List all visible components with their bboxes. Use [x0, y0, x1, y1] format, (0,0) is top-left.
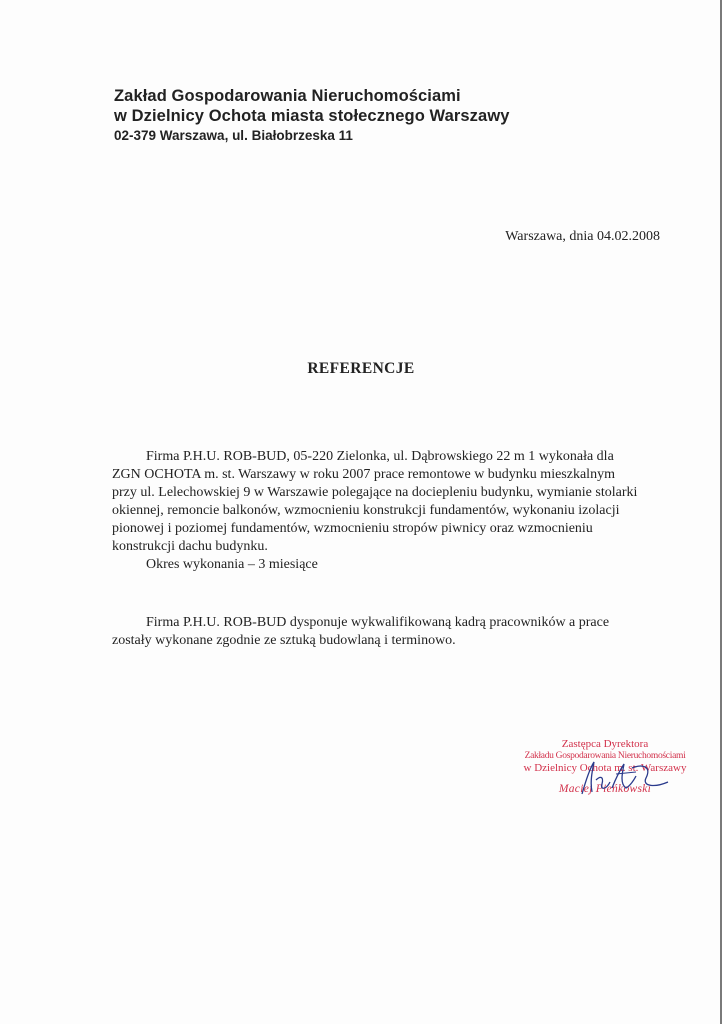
paragraph-1: [112, 448, 652, 574]
document-title: REFERENCJE: [307, 360, 415, 377]
stamp-district: w Dzielnicy Ochota m. st. Warszawy: [523, 762, 687, 774]
paragraph-line: Firma P.H.U. ROB-BUD dysponuje wykwalifikowaną kadrą pracowników a prace: [146, 615, 610, 630]
signature-stroke: [582, 762, 594, 794]
stamp-signatory-name: Maciej Pieńkowski: [558, 783, 652, 795]
paragraph-line: Firma P.H.U. ROB-BUD, 05-220 Zielonka, ul. Dąbrowskiego 22 m 1 wykonała dla: [146, 449, 614, 464]
paragraph-line: przy ul. Lelechowskiej 9 w Warszawie polegające na dociepleniu budynku, wymianie stolarki: [112, 485, 638, 500]
handwritten-signature: [572, 758, 682, 798]
stamp-position: Zastępca Dyrektora: [561, 738, 649, 750]
duration-line: Okres wykonania – 3 miesiące: [146, 557, 318, 572]
signature-stroke: [596, 777, 610, 788]
paragraph-line: zostały wykonane zgodnie ze sztuką budowlaną i terminowo.: [112, 633, 456, 648]
signature-stroke: [632, 766, 668, 785]
paragraph-2: [112, 614, 652, 650]
stamp-organization: Zakładu Gospodarowania Nieruchomościami: [524, 751, 686, 761]
paragraph-line: okiennej, remoncie balkonów, wzmocnieniu konstrukcji fundamentów, wykonaniu izolacji: [112, 503, 620, 518]
letterhead: [114, 86, 510, 145]
letterhead-org-name: Zakład Gospodarowania Nieruchomościami: [114, 87, 461, 105]
paragraph-line: pionowej i poziomej fundamentów, wzmocnieniu stropów piwnicy oraz wzmocnieniu: [112, 521, 593, 536]
date-line: Warszawa, dnia 04.02.2008: [505, 229, 660, 244]
letterhead-address: 02-379 Warszawa, ul. Białobrzeska 11: [114, 128, 353, 143]
paragraph-line: ZGN OCHOTA m. st. Warszawy w roku 2007 prace remontowe w budynku mieszkalnym: [112, 467, 615, 482]
paragraph-line: konstrukcji dachu budynku.: [112, 539, 268, 554]
letterhead-org-district: w Dzielnicy Ochota miasta stołecznego Warszawy: [114, 107, 510, 125]
